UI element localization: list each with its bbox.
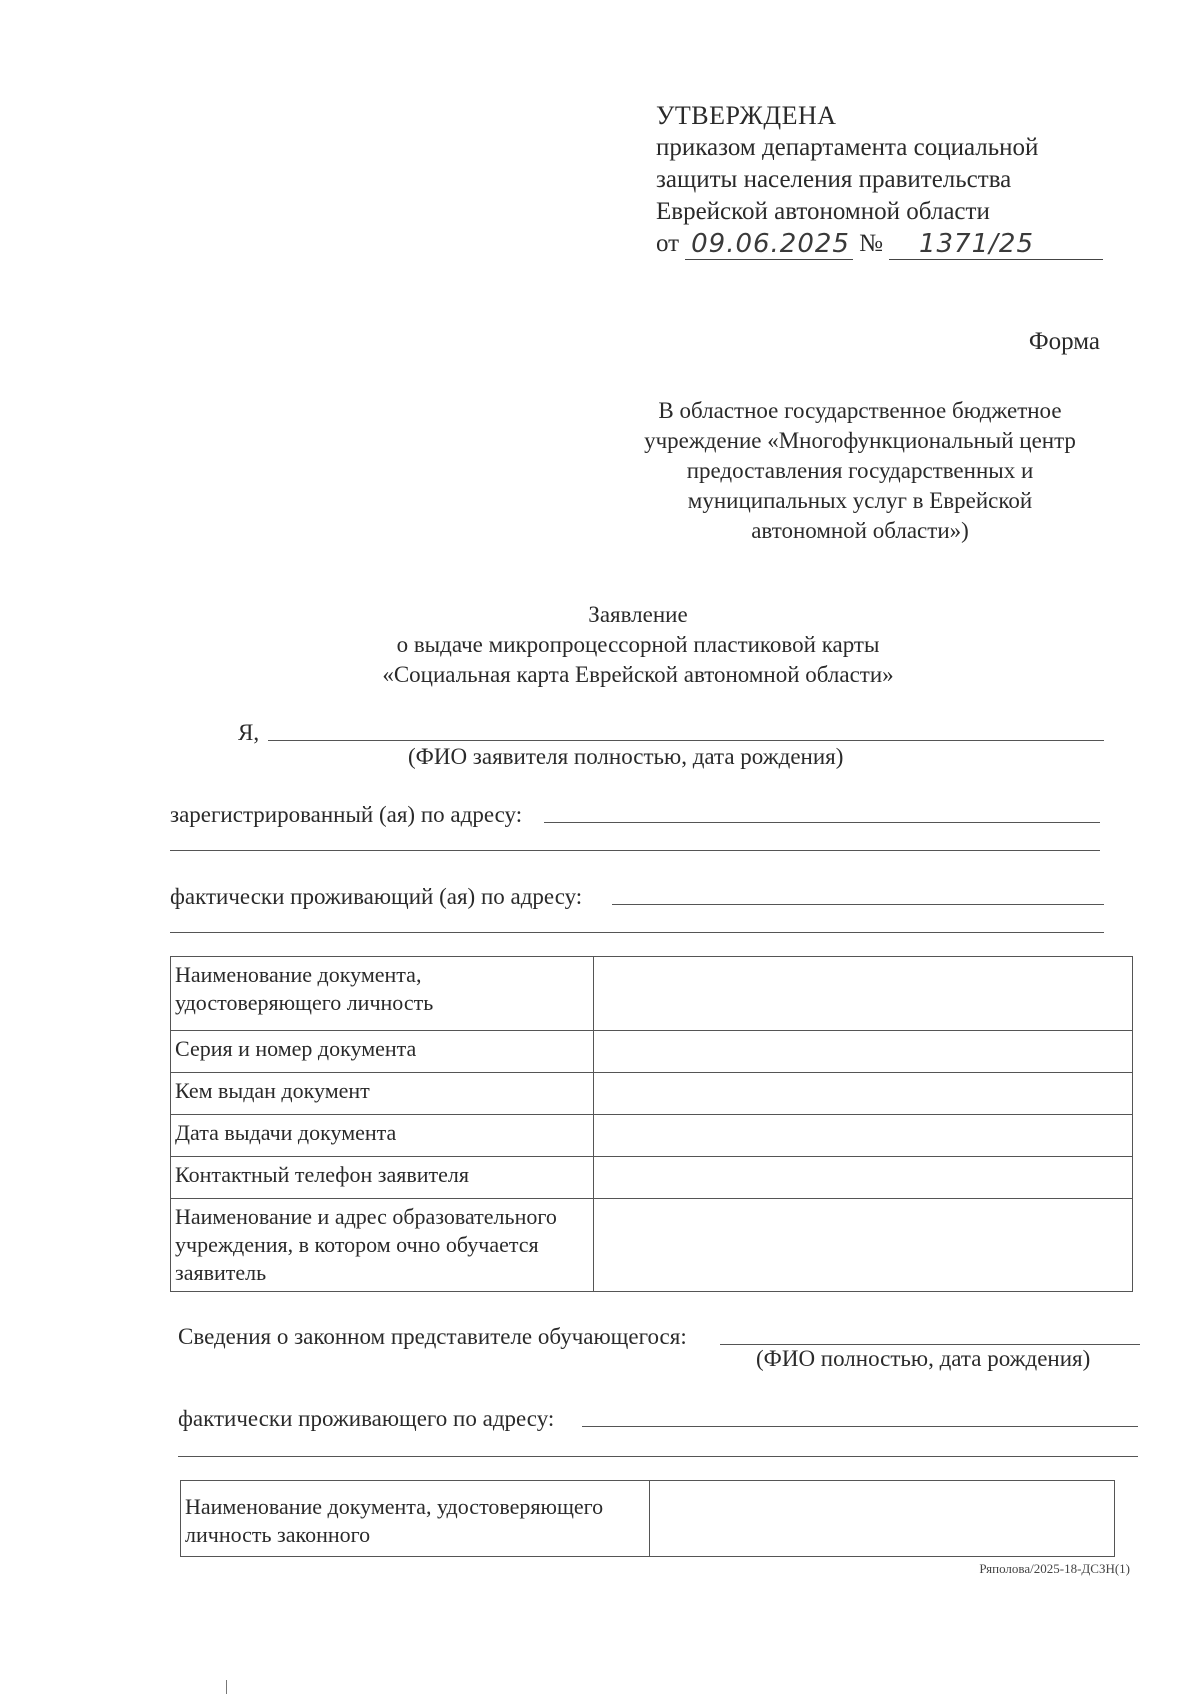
applicant-name-field[interactable]: [268, 740, 1104, 741]
row-label: Наименование документа, удостоверяющего личность: [171, 957, 594, 1031]
addressee-line: муниципальных услуг в Еврейской: [687, 488, 1033, 513]
representative-label: Сведения о законном представителе обучающегося:: [178, 1324, 687, 1349]
addressee-line: учреждение «Многофункциональный центр: [644, 428, 1076, 453]
approval-line: защиты населения правительства: [656, 166, 1012, 193]
table-row: [171, 1157, 1133, 1199]
registered-address-field[interactable]: [544, 822, 1100, 823]
heading-title: Заявление: [588, 602, 688, 627]
residing-address-field[interactable]: [612, 904, 1104, 905]
table-row: [171, 1199, 1133, 1292]
row-label: Серия и номер документа: [171, 1031, 594, 1073]
row-value-field[interactable]: [594, 957, 1133, 1031]
row-label: Кем выдан документ: [171, 1073, 594, 1115]
row-value-field[interactable]: [650, 1481, 1115, 1557]
row-label: Наименование документа, удостоверяющего личность законного: [181, 1481, 650, 1557]
addressee-line: предоставления государственных и: [686, 458, 1034, 483]
table-row: [171, 1115, 1133, 1157]
heading-subtitle: «Социальная карта Еврейской автономной области»: [382, 662, 894, 687]
approval-block: [656, 100, 1126, 260]
addressee-line: автономной области»): [751, 518, 969, 543]
representative-address-field-continued[interactable]: [178, 1456, 1138, 1457]
order-reference: [656, 228, 1126, 260]
row-label: Дата выдачи документа: [171, 1115, 594, 1157]
order-date: 09.06.2025: [685, 229, 853, 260]
table-row: [171, 1031, 1133, 1073]
representative-name-hint: (ФИО полностью, дата рождения): [756, 1346, 1091, 1371]
registered-address-label: зарегистрированный (ая) по адресу:: [170, 802, 523, 827]
addressee-block: [600, 396, 1120, 546]
row-label: Контактный телефон заявителя: [171, 1157, 594, 1199]
representative-address-label: фактически проживающего по адресу:: [178, 1406, 555, 1431]
addressee-line: В областное государственное бюджетное: [658, 398, 1062, 423]
representative-document-table: [180, 1480, 1115, 1557]
row-value-field[interactable]: [594, 1199, 1133, 1292]
identity-document-table: [170, 956, 1133, 1292]
table-row: [171, 957, 1133, 1031]
residing-address-field-continued[interactable]: [170, 932, 1104, 933]
approval-line: приказом департамента социальной: [656, 134, 1039, 161]
applicant-prefix: Я,: [238, 720, 260, 745]
representative-name-field[interactable]: [720, 1344, 1140, 1345]
row-value-field[interactable]: [594, 1115, 1133, 1157]
row-value-field[interactable]: [594, 1073, 1133, 1115]
representative-address-field[interactable]: [582, 1426, 1138, 1427]
applicant-name-hint: (ФИО заявителя полностью, дата рождения): [408, 744, 844, 769]
scan-mark: [226, 1680, 227, 1694]
row-label: Наименование и адрес образовательного учреждения, в котором очно обучается заявитель: [171, 1199, 594, 1292]
document-heading: [0, 600, 1200, 690]
number-prefix: №: [859, 230, 883, 257]
document-code: Ряполова/2025-18-ДСЗН(1): [979, 1561, 1130, 1576]
approval-line: Еврейской автономной области: [656, 198, 990, 225]
row-value-field[interactable]: [594, 1031, 1133, 1073]
approval-title: УТВЕРЖДЕНА: [656, 101, 837, 130]
residing-address-label: фактически проживающий (ая) по адресу:: [170, 884, 583, 909]
table-row: [171, 1073, 1133, 1115]
heading-subtitle: о выдаче микропроцессорной пластиковой карты: [396, 632, 880, 657]
form-label: Форма: [1028, 328, 1100, 355]
registered-address-field-continued[interactable]: [170, 850, 1100, 851]
row-value-field[interactable]: [594, 1157, 1133, 1199]
table-row: [181, 1481, 1115, 1557]
date-prefix: от: [656, 230, 680, 257]
order-number: 1371/25: [889, 229, 1103, 260]
